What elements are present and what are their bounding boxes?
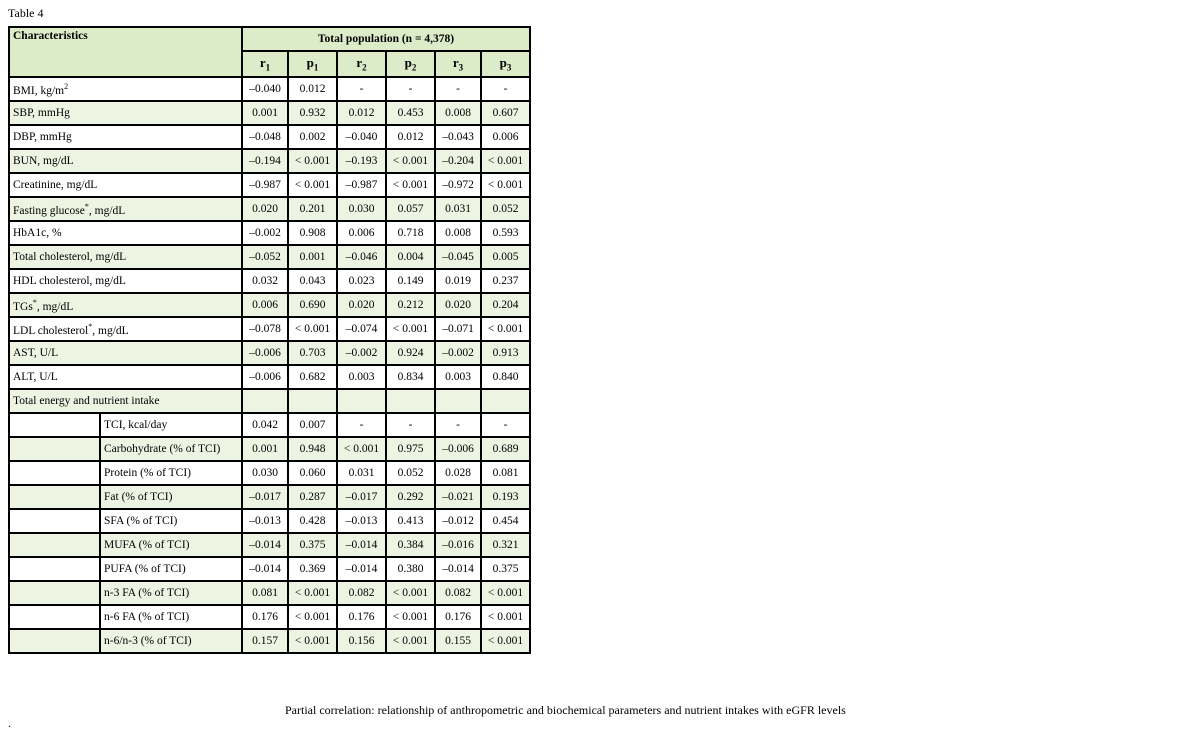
table-cell: < 0.001	[386, 605, 435, 629]
table-cell: 0.006	[242, 293, 288, 317]
table-cell: 0.932	[288, 101, 337, 125]
table-cell: 0.023	[337, 269, 386, 293]
table-cell: –0.017	[242, 485, 288, 509]
row-label: Carbohydrate (% of TCI)	[100, 437, 242, 461]
table-cell: 0.834	[386, 365, 435, 389]
row-label	[9, 293, 242, 317]
column-header-index: 1	[313, 62, 319, 73]
row-label	[9, 245, 242, 269]
table-row	[9, 125, 530, 149]
table-cell: 0.030	[337, 197, 386, 221]
table-cell: 0.001	[242, 101, 288, 125]
indent-cell	[9, 437, 100, 461]
table-row	[9, 413, 530, 437]
table-row	[9, 365, 530, 389]
column-header-p1	[288, 51, 337, 77]
table-cell: 0.384	[386, 533, 435, 557]
table-cell: 0.019	[435, 269, 481, 293]
empty-cell	[337, 389, 386, 413]
row-label-text: HDL cholesterol, mg/dL	[13, 275, 126, 287]
table-cell: 0.204	[481, 293, 530, 317]
table-cell: 0.156	[337, 629, 386, 653]
table-cell: < 0.001	[288, 173, 337, 197]
table-cell: 0.369	[288, 557, 337, 581]
row-label-text: TGs	[13, 300, 33, 313]
table-row	[9, 461, 530, 485]
row-label-unit: , mg/dL	[92, 324, 129, 337]
table-cell: –0.012	[435, 509, 481, 533]
table-cell: 0.081	[242, 581, 288, 605]
column-header-index: 3	[506, 62, 512, 73]
table-cell: –0.014	[337, 533, 386, 557]
table-cell: 0.060	[288, 461, 337, 485]
table-row	[9, 485, 530, 509]
table-cell: 0.020	[337, 293, 386, 317]
table-cell: -	[386, 413, 435, 437]
column-header-p3	[481, 51, 530, 77]
table-cell: 0.201	[288, 197, 337, 221]
table-cell: 0.428	[288, 509, 337, 533]
table-cell: < 0.001	[288, 581, 337, 605]
table-cell: < 0.001	[386, 149, 435, 173]
table-label: Table 4	[8, 6, 44, 20]
table-cell: 0.454	[481, 509, 530, 533]
column-header-r3	[435, 51, 481, 77]
table-cell: 0.703	[288, 341, 337, 365]
table-cell: 0.006	[481, 125, 530, 149]
table-row	[9, 605, 530, 629]
table-cell: 0.028	[435, 461, 481, 485]
table-cell: –0.017	[337, 485, 386, 509]
indent-cell	[9, 413, 100, 437]
table-cell: 0.001	[288, 245, 337, 269]
row-label-text: BMI, kg/m	[13, 84, 65, 97]
table-cell: 0.155	[435, 629, 481, 653]
table-cell: 0.031	[337, 461, 386, 485]
column-header-letter: r	[259, 55, 266, 71]
table-row	[9, 557, 530, 581]
table-cell: 0.924	[386, 341, 435, 365]
table-cell: 0.682	[288, 365, 337, 389]
table-cell: 0.004	[386, 245, 435, 269]
table-cell: < 0.001	[288, 149, 337, 173]
table-row	[9, 197, 530, 221]
table-cell: 0.057	[386, 197, 435, 221]
table-cell: –0.014	[242, 533, 288, 557]
table-row	[9, 77, 530, 101]
table-cell: –0.078	[242, 317, 288, 341]
table-cell: 0.012	[288, 77, 337, 101]
table-cell: –0.972	[435, 173, 481, 197]
table-cell: 0.149	[386, 269, 435, 293]
table-row	[9, 149, 530, 173]
empty-cell	[386, 389, 435, 413]
table-row	[9, 341, 530, 365]
row-label: MUFA (% of TCI)	[100, 533, 242, 557]
indent-cell	[9, 461, 100, 485]
row-label-text: LDL cholesterol	[13, 324, 89, 337]
row-label: Fat (% of TCI)	[100, 485, 242, 509]
row-label-superscript: *	[32, 297, 37, 307]
table-body	[9, 77, 530, 653]
table-cell: –0.002	[435, 341, 481, 365]
table-cell: < 0.001	[288, 317, 337, 341]
column-header-index: 2	[411, 62, 417, 73]
row-label-text: Fasting glucose	[13, 204, 85, 217]
row-label: SFA (% of TCI)	[100, 509, 242, 533]
row-label-text: HbA1c, %	[13, 227, 62, 239]
table-cell: –0.040	[242, 77, 288, 101]
indent-cell	[9, 509, 100, 533]
table-row	[9, 629, 530, 653]
column-header-letter: r	[452, 55, 459, 71]
table-row	[9, 533, 530, 557]
table-caption: Partial correlation: relationship of anthropometric and biochemical parameters and nutrient intakes with eGFR levels	[285, 703, 846, 717]
table-cell: 0.212	[386, 293, 435, 317]
table-cell: 0.012	[386, 125, 435, 149]
table-cell: 0.913	[481, 341, 530, 365]
table-cell: –0.071	[435, 317, 481, 341]
table-cell: 0.908	[288, 221, 337, 245]
table-cell: 0.237	[481, 269, 530, 293]
table-cell: 0.002	[288, 125, 337, 149]
indent-cell	[9, 581, 100, 605]
column-header-index: 2	[362, 62, 367, 73]
column-header-letter: p	[499, 55, 507, 71]
table-row	[9, 317, 530, 341]
column-header-p2	[386, 51, 435, 77]
table-cell: 0.375	[288, 533, 337, 557]
table-cell: < 0.001	[337, 437, 386, 461]
table-cell: –0.006	[242, 365, 288, 389]
table-row	[9, 245, 530, 269]
table-cell: -	[386, 77, 435, 101]
row-label: n-3 FA (% of TCI)	[100, 581, 242, 605]
row-label	[9, 269, 242, 293]
table-cell: -	[435, 413, 481, 437]
column-header-letter: r	[356, 55, 363, 71]
table-cell: 0.607	[481, 101, 530, 125]
table-cell: 0.718	[386, 221, 435, 245]
table-cell: 0.003	[337, 365, 386, 389]
row-label-text: Creatinine, mg/dL	[13, 179, 98, 191]
table-cell: –0.013	[242, 509, 288, 533]
table-row	[9, 221, 530, 245]
table-cell: –0.204	[435, 149, 481, 173]
table-cell: 0.008	[435, 101, 481, 125]
empty-cell	[288, 389, 337, 413]
table-cell: < 0.001	[481, 605, 530, 629]
column-header-letter: p	[306, 55, 314, 71]
table-cell: < 0.001	[386, 317, 435, 341]
table-cell: 0.031	[435, 197, 481, 221]
table-cell: 0.082	[435, 581, 481, 605]
table-cell: 0.689	[481, 437, 530, 461]
row-label: TCI, kcal/day	[100, 413, 242, 437]
table-cell: 0.030	[242, 461, 288, 485]
table-cell: < 0.001	[288, 629, 337, 653]
row-label	[9, 341, 242, 365]
column-header-r1	[242, 51, 288, 77]
table-cell: –0.194	[242, 149, 288, 173]
table-cell: 0.176	[337, 605, 386, 629]
table-cell: 0.082	[337, 581, 386, 605]
table-cell: 0.012	[337, 101, 386, 125]
table-cell: –0.006	[435, 437, 481, 461]
row-label-superscript: 2	[64, 81, 69, 91]
table-cell: < 0.001	[481, 149, 530, 173]
table-cell: 0.193	[481, 485, 530, 509]
column-header-r2	[337, 51, 386, 77]
table-cell: 0.020	[242, 197, 288, 221]
table-cell: –0.046	[337, 245, 386, 269]
row-label-superscript: *	[84, 201, 89, 211]
column-header-index: 3	[458, 62, 464, 73]
table-cell: –0.016	[435, 533, 481, 557]
table-cell: < 0.001	[386, 173, 435, 197]
table-cell: 0.453	[386, 101, 435, 125]
indent-cell	[9, 533, 100, 557]
table-cell: < 0.001	[481, 629, 530, 653]
table-cell: –0.987	[242, 173, 288, 197]
table-row	[9, 101, 530, 125]
table-cell: 0.292	[386, 485, 435, 509]
table-row	[9, 293, 530, 317]
table-row	[9, 581, 530, 605]
table-cell: 0.321	[481, 533, 530, 557]
row-label	[9, 173, 242, 197]
table-cell: -	[481, 413, 530, 437]
table-cell: < 0.001	[386, 629, 435, 653]
table-cell: < 0.001	[481, 173, 530, 197]
section-label: Total energy and nutrient intake	[9, 389, 242, 413]
table-row	[9, 173, 530, 197]
table-cell: 0.052	[386, 461, 435, 485]
table-cell: –0.014	[242, 557, 288, 581]
table-row	[9, 437, 530, 461]
table-cell: –0.014	[435, 557, 481, 581]
table-row	[9, 269, 530, 293]
empty-cell	[481, 389, 530, 413]
indent-cell	[9, 485, 100, 509]
table-cell: 0.005	[481, 245, 530, 269]
table-cell: 0.176	[242, 605, 288, 629]
table-cell: –0.014	[337, 557, 386, 581]
table-cell: 0.006	[337, 221, 386, 245]
table-cell: 0.003	[435, 365, 481, 389]
indent-cell	[9, 557, 100, 581]
row-label	[9, 365, 242, 389]
row-label-text: DBP, mmHg	[13, 131, 72, 143]
table-cell: –0.040	[337, 125, 386, 149]
empty-cell	[242, 389, 288, 413]
table-cell: 0.020	[435, 293, 481, 317]
table-cell: 0.052	[481, 197, 530, 221]
empty-cell	[435, 389, 481, 413]
table-cell: -	[481, 77, 530, 101]
table-cell: –0.006	[242, 341, 288, 365]
column-header-letter: p	[404, 55, 412, 71]
row-label: Protein (% of TCI)	[100, 461, 242, 485]
table-cell: 0.948	[288, 437, 337, 461]
table-cell: 0.593	[481, 221, 530, 245]
table-cell: –0.193	[337, 149, 386, 173]
row-label	[9, 221, 242, 245]
row-label	[9, 317, 242, 341]
table-cell: –0.987	[337, 173, 386, 197]
row-label-text: ALT, U/L	[13, 371, 58, 383]
table-cell: 0.043	[288, 269, 337, 293]
row-label-superscript: *	[88, 321, 93, 331]
table-cell: 0.157	[242, 629, 288, 653]
row-label-text: BUN, mg/dL	[13, 155, 74, 167]
row-label-text: Total cholesterol, mg/dL	[13, 251, 127, 263]
table-cell: –0.002	[242, 221, 288, 245]
row-label	[9, 101, 242, 125]
table-cell: –0.048	[242, 125, 288, 149]
table-cell: 0.032	[242, 269, 288, 293]
table-cell: 0.840	[481, 365, 530, 389]
row-label	[9, 149, 242, 173]
population-group-header: Total population (n = 4,378)	[242, 27, 530, 51]
table-cell: –0.002	[337, 341, 386, 365]
table-cell: 0.081	[481, 461, 530, 485]
table-cell: 0.042	[242, 413, 288, 437]
table-row	[9, 509, 530, 533]
row-label: PUFA (% of TCI)	[100, 557, 242, 581]
table-cell: 0.413	[386, 509, 435, 533]
column-header-index: 1	[265, 62, 271, 73]
table-cell: –0.045	[435, 245, 481, 269]
table-cell: < 0.001	[288, 605, 337, 629]
indent-cell	[9, 629, 100, 653]
row-label	[9, 125, 242, 149]
row-label-text: SBP, mmHg	[13, 107, 70, 119]
table-cell: < 0.001	[386, 581, 435, 605]
table-cell: 0.375	[481, 557, 530, 581]
table-cell: -	[337, 77, 386, 101]
table-cell: 0.176	[435, 605, 481, 629]
row-label-text: AST, U/L	[13, 347, 59, 359]
row-label-unit: , mg/dL	[36, 300, 74, 313]
table-cell: –0.043	[435, 125, 481, 149]
section-header-row	[9, 389, 530, 413]
table-cell: < 0.001	[481, 317, 530, 341]
row-label	[9, 197, 242, 221]
row-label-unit: , mg/dL	[88, 204, 126, 217]
table-cell: –0.013	[337, 509, 386, 533]
table-cell: < 0.001	[481, 581, 530, 605]
characteristics-header: Characteristics	[9, 27, 242, 77]
table-cell: 0.008	[435, 221, 481, 245]
table-cell: 0.380	[386, 557, 435, 581]
table-cell: -	[435, 77, 481, 101]
footer-mark: .	[8, 716, 11, 730]
table-cell: –0.021	[435, 485, 481, 509]
table-cell: 0.001	[242, 437, 288, 461]
table-cell: -	[337, 413, 386, 437]
row-label: n-6 FA (% of TCI)	[100, 605, 242, 629]
table-cell: 0.975	[386, 437, 435, 461]
row-label	[9, 77, 242, 101]
row-label: n-6/n-3 (% of TCI)	[100, 629, 242, 653]
indent-cell	[9, 605, 100, 629]
table-cell: –0.052	[242, 245, 288, 269]
correlation-table	[8, 26, 531, 654]
table-cell: 0.287	[288, 485, 337, 509]
table-cell: 0.007	[288, 413, 337, 437]
table-cell: –0.074	[337, 317, 386, 341]
table-cell: 0.690	[288, 293, 337, 317]
